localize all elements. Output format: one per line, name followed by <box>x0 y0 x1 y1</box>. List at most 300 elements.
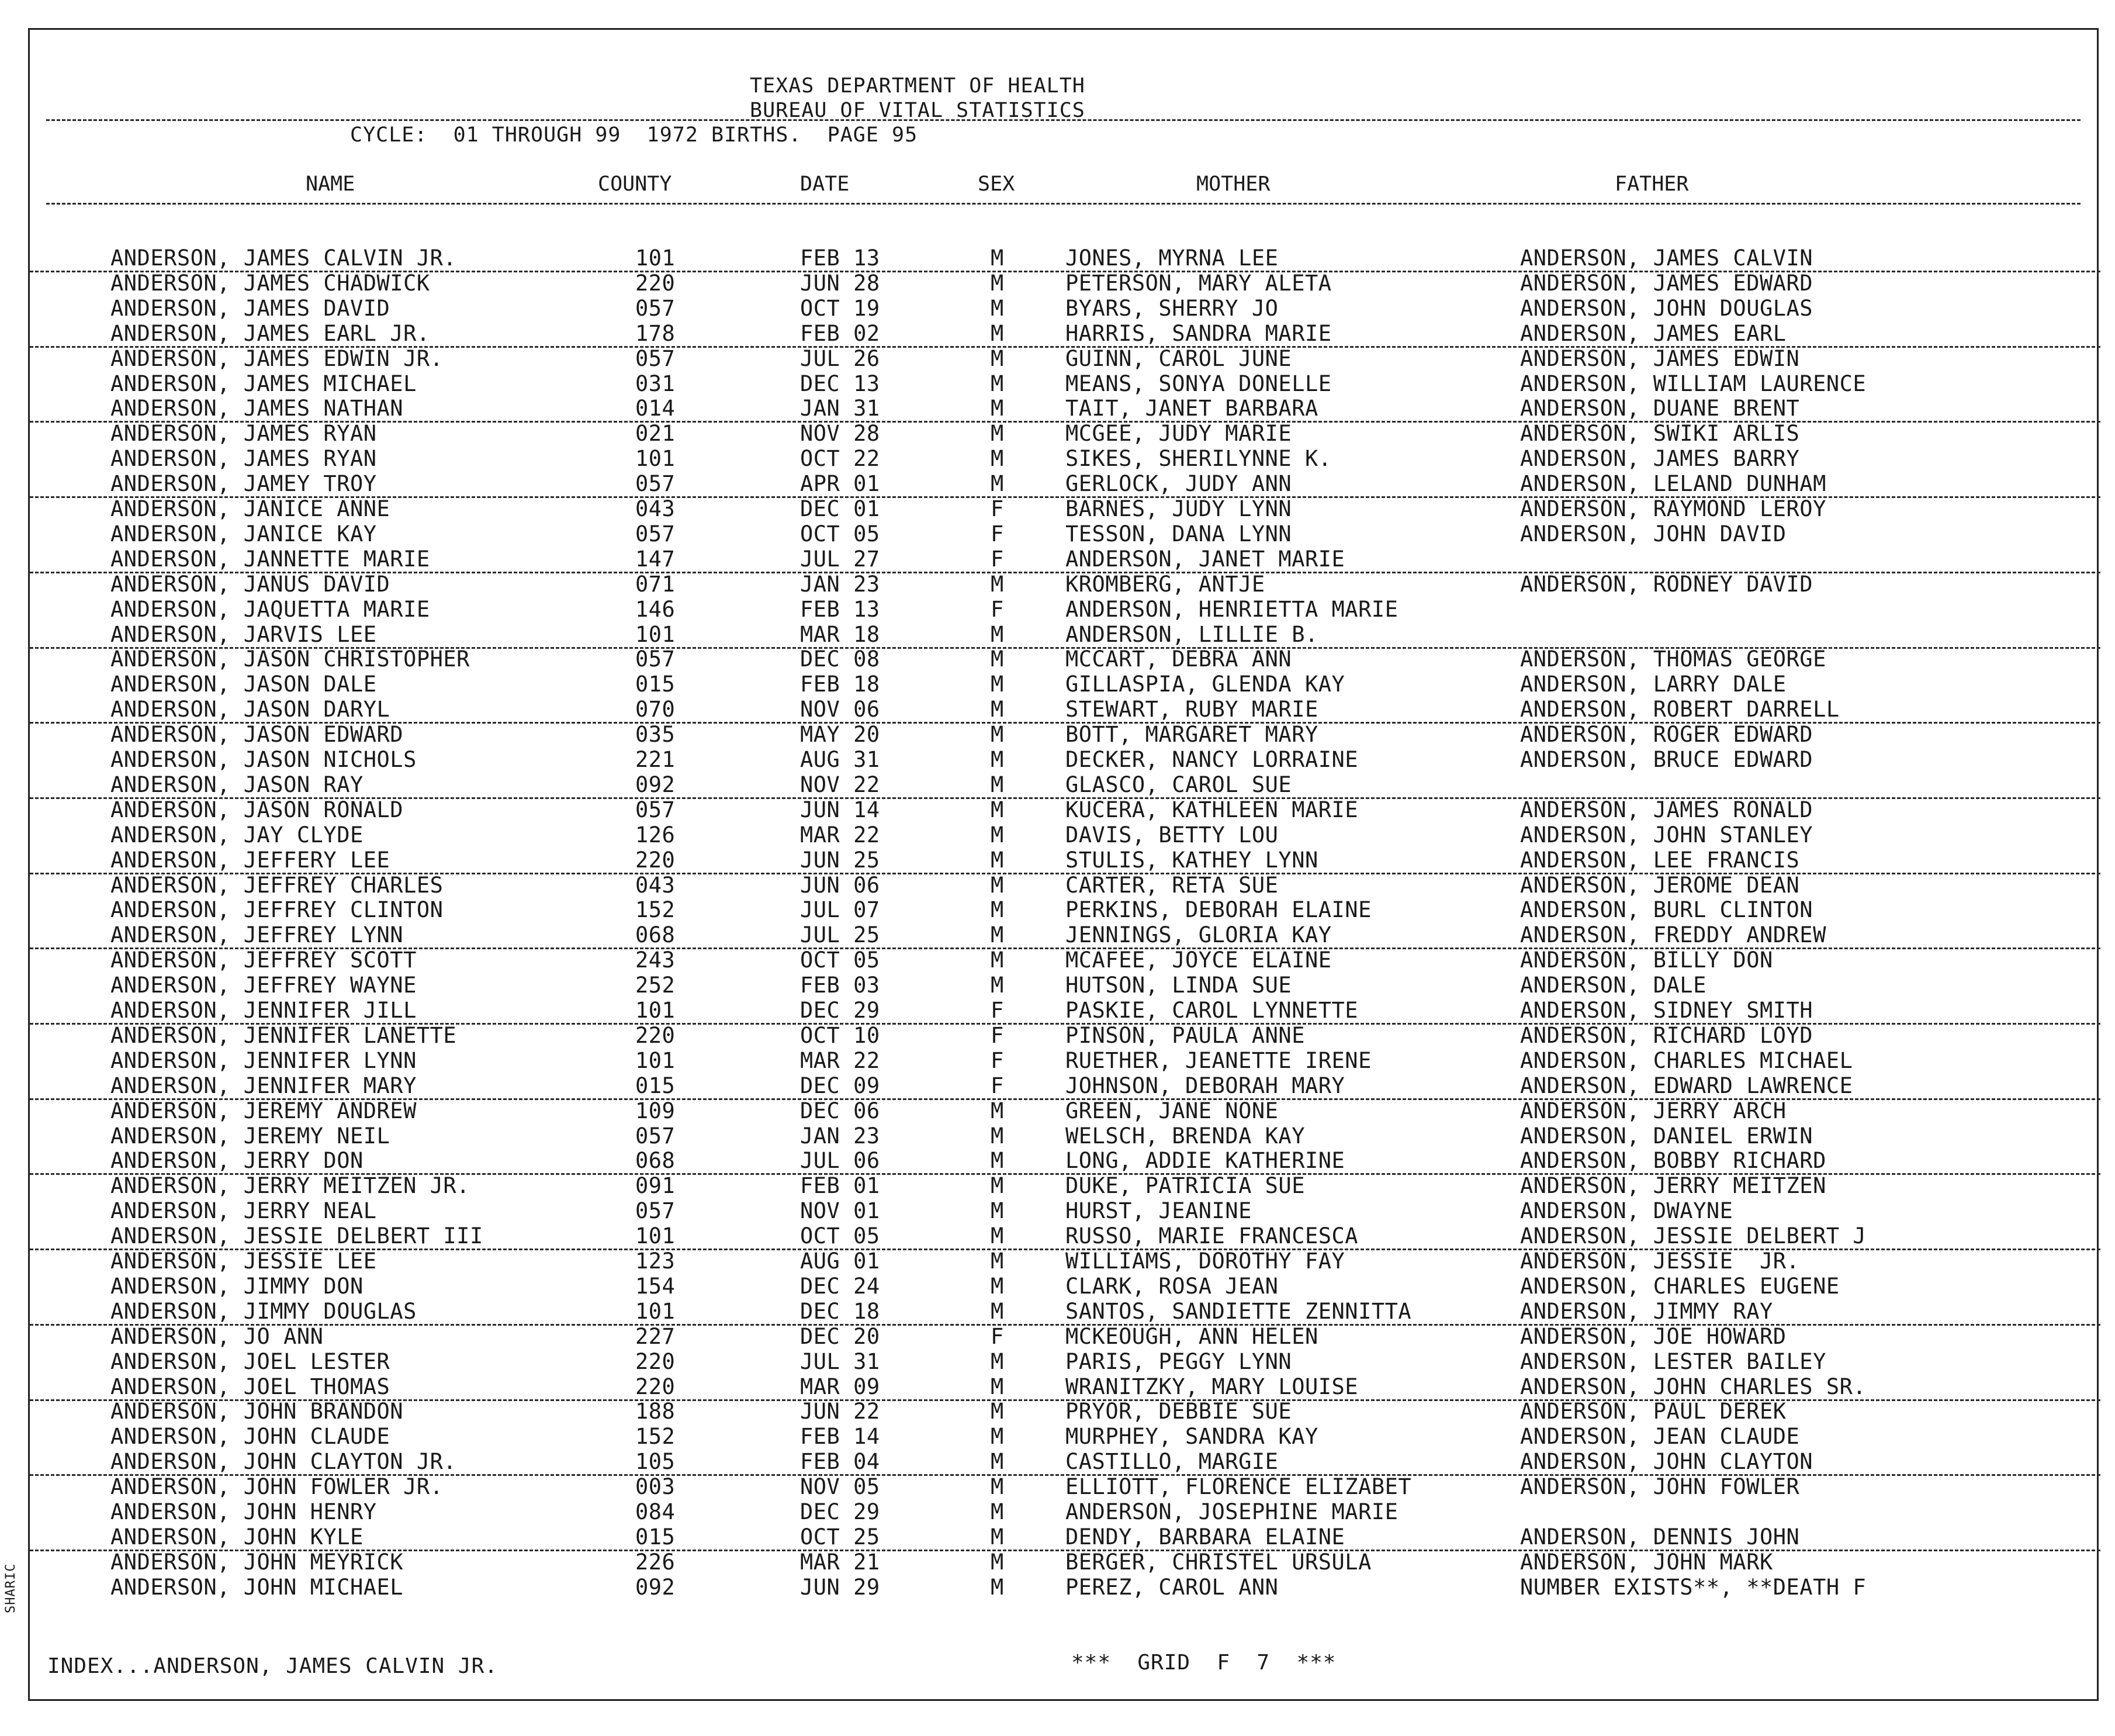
cell-name: ANDERSON, JESSIE DELBERT III <box>110 1223 483 1249</box>
cell-mother: PETERSON, MARY ALETA <box>1065 271 1332 296</box>
cell-father: ANDERSON, LESTER BAILEY <box>1520 1349 1826 1374</box>
cell-name: ANDERSON, JASON CHRISTOPHER <box>110 646 470 672</box>
cell-mother: BARNES, JUDY LYNN <box>1065 496 1292 521</box>
cell-county: 227 <box>635 1324 676 1349</box>
cell-county: 070 <box>635 697 676 722</box>
cell-father: ANDERSON, JESSIE DELBERT J <box>1520 1223 1867 1249</box>
table-row <box>30 623 2100 649</box>
cell-name: ANDERSON, JOHN KYLE <box>110 1524 364 1550</box>
table-row <box>30 1299 2100 1326</box>
cell-mother: BERGER, CHRISTEL URSULA <box>1065 1550 1372 1575</box>
cell-name: ANDERSON, JO ANN <box>110 1324 324 1349</box>
table-row <box>30 1500 2100 1524</box>
cell-mother: MURPHEY, SANDRA KAY <box>1065 1424 1318 1449</box>
table-row <box>30 1525 2100 1551</box>
cell-date: MAR 21 <box>800 1550 880 1575</box>
cell-name: ANDERSON, JANICE KAY <box>110 521 377 547</box>
cell-county: 123 <box>635 1249 676 1274</box>
cell-father: ANDERSON, LEE FRANCIS <box>1520 848 1800 873</box>
cell-date: FEB 02 <box>800 321 880 346</box>
table-row <box>30 948 2100 973</box>
cell-mother: BYARS, SHERRY JO <box>1065 296 1279 321</box>
cell-county: 014 <box>635 396 676 421</box>
cell-mother: MCGEE, JUDY MARIE <box>1065 421 1292 446</box>
cell-county: 220 <box>635 1374 676 1399</box>
column-header-name: NAME <box>306 172 355 196</box>
cell-county: 084 <box>635 1499 676 1524</box>
cell-mother: WRANITZKY, MARY LOUISE <box>1065 1374 1359 1399</box>
cell-mother: LONG, ADDIE KATHERINE <box>1065 1148 1345 1173</box>
cell-date: JAN 31 <box>800 396 880 421</box>
cell-county: 101 <box>635 1299 676 1324</box>
cell-date: JUN 28 <box>800 271 880 296</box>
cell-mother: JOHNSON, DEBORAH MARY <box>1065 1073 1345 1098</box>
table-row <box>30 1224 2100 1250</box>
table-row <box>30 347 2100 371</box>
cell-date: FEB 18 <box>800 672 880 697</box>
footer-index: INDEX...ANDERSON, JAMES CALVIN JR. <box>47 1654 498 1678</box>
cell-mother: PINSON, PAULA ANNE <box>1065 1023 1305 1048</box>
cell-county: 057 <box>635 471 676 496</box>
column-header-father: FATHER <box>1615 172 1689 196</box>
column-header-rule <box>46 203 2081 205</box>
cell-name: ANDERSON, JEFFREY SCOTT <box>110 947 417 973</box>
cell-date: FEB 14 <box>800 1424 880 1449</box>
cell-sex: M <box>991 321 1004 346</box>
cell-date: NOV 28 <box>800 421 880 446</box>
cell-date: DEC 29 <box>800 998 880 1023</box>
cell-mother: ANDERSON, JANET MARIE <box>1065 547 1345 572</box>
table-row <box>30 1375 2100 1401</box>
cell-name: ANDERSON, JOEL THOMAS <box>110 1374 390 1399</box>
cell-sex: M <box>991 922 1004 947</box>
cell-date: OCT 05 <box>800 521 880 547</box>
table-row <box>30 973 2100 998</box>
cell-father: ANDERSON, RAYMOND LEROY <box>1520 496 1826 521</box>
cell-name: ANDERSON, JOHN MEYRICK <box>110 1550 404 1575</box>
table-row <box>30 1550 2100 1575</box>
cell-date: JUN 22 <box>800 1399 880 1424</box>
cell-date: MAR 09 <box>800 1374 880 1399</box>
cell-mother: ELLIOTT, FLORENCE ELIZABET <box>1065 1474 1412 1499</box>
cell-sex: M <box>991 848 1004 873</box>
header-rule-top <box>46 119 2081 121</box>
cell-sex: M <box>991 747 1004 772</box>
cell-date: NOV 01 <box>800 1198 880 1223</box>
cell-sex: M <box>991 1173 1004 1198</box>
cell-county: 226 <box>635 1550 676 1575</box>
cell-mother: KUCERA, KATHLEEN MARIE <box>1065 797 1359 822</box>
table-row <box>30 472 2100 498</box>
cell-mother: RUETHER, JEANETTE IRENE <box>1065 1048 1372 1073</box>
cell-county: 003 <box>635 1474 676 1499</box>
cell-sex: M <box>991 672 1004 697</box>
cell-name: ANDERSON, JENNIFER JILL <box>110 998 417 1023</box>
cell-county: 057 <box>635 521 676 547</box>
cell-date: MAR 22 <box>800 822 880 848</box>
table-row <box>30 1475 2100 1499</box>
cell-mother: PEREZ, CAROL ANN <box>1065 1575 1279 1600</box>
cell-date: JUL 06 <box>800 1148 880 1173</box>
cell-name: ANDERSON, JIMMY DOUGLAS <box>110 1299 417 1324</box>
cell-sex: F <box>991 1023 1004 1048</box>
cell-sex: M <box>991 1474 1004 1499</box>
cell-county: 220 <box>635 271 676 296</box>
cell-father: ANDERSON, BILLY DON <box>1520 947 1773 973</box>
cell-name: ANDERSON, JESSIE LEE <box>110 1249 377 1274</box>
cell-sex: M <box>991 446 1004 471</box>
cell-county: 057 <box>635 346 676 371</box>
cell-county: 220 <box>635 1349 676 1374</box>
cell-mother: BOTT, MARGARET MARY <box>1065 722 1318 747</box>
cell-father: ANDERSON, SIDNEY SMITH <box>1520 998 1813 1023</box>
cell-mother: PASKIE, CAROL LYNNETTE <box>1065 998 1359 1023</box>
cell-name: ANDERSON, JOEL LESTER <box>110 1349 390 1374</box>
cell-sex: M <box>991 772 1004 797</box>
table-row <box>30 1174 2100 1198</box>
cell-date: FEB 01 <box>800 1173 880 1198</box>
cell-date: OCT 10 <box>800 1023 880 1048</box>
cell-sex: M <box>991 396 1004 421</box>
cell-father: ANDERSON, DUANE BRENT <box>1520 396 1800 421</box>
cell-sex: F <box>991 597 1004 622</box>
cell-father: ANDERSON, JOHN FOWLER <box>1520 1474 1800 1499</box>
cell-sex: F <box>991 521 1004 547</box>
cell-name: ANDERSON, JOHN CLAUDE <box>110 1424 390 1449</box>
table-row <box>30 321 2100 348</box>
cell-sex: F <box>991 547 1004 572</box>
cell-county: 015 <box>635 1524 676 1550</box>
cell-county: 092 <box>635 772 676 797</box>
cell-county: 243 <box>635 947 676 973</box>
cell-name: ANDERSON, JAMES DAVID <box>110 296 390 321</box>
cell-name: ANDERSON, JASON DARYL <box>110 697 390 722</box>
cell-name: ANDERSON, JANNETTE MARIE <box>110 547 430 572</box>
cell-name: ANDERSON, JERRY NEAL <box>110 1198 377 1223</box>
table-row <box>30 1399 2100 1424</box>
cell-county: 126 <box>635 822 676 848</box>
table-row <box>30 271 2100 296</box>
cell-county: 109 <box>635 1098 676 1123</box>
cell-father: ANDERSON, JOHN MARK <box>1520 1550 1773 1575</box>
table-row <box>30 246 2100 272</box>
cell-county: 220 <box>635 1023 676 1048</box>
cell-mother: JENNINGS, GLORIA KAY <box>1065 922 1332 947</box>
header-line-2: BUREAU OF VITAL STATISTICS <box>750 99 1085 122</box>
cell-father: ANDERSON, THOMAS GEORGE <box>1520 646 1826 672</box>
cell-sex: M <box>991 572 1004 597</box>
cell-father: ANDERSON, FREDDY ANDREW <box>1520 922 1826 947</box>
cell-mother: MEANS, SONYA DONELLE <box>1065 371 1332 396</box>
table-row <box>30 1149 2100 1175</box>
cell-county: 146 <box>635 597 676 622</box>
cell-sex: M <box>991 1223 1004 1249</box>
side-stamp: SHARIC <box>4 1563 18 1613</box>
cell-county: 015 <box>635 1073 676 1098</box>
cell-father: ANDERSON, DALE <box>1520 973 1706 998</box>
cell-name: ANDERSON, JAMES NATHAN <box>110 396 404 421</box>
column-header-county: COUNTY <box>598 172 672 196</box>
cell-sex: M <box>991 722 1004 747</box>
cell-county: 031 <box>635 371 676 396</box>
cell-name: ANDERSON, JAMES CHADWICK <box>110 271 430 296</box>
cell-mother: JONES, MYRNA LEE <box>1065 245 1279 271</box>
cell-mother: PERKINS, DEBORAH ELAINE <box>1065 897 1372 922</box>
cell-father: ANDERSON, EDWARD LAWRENCE <box>1520 1073 1853 1098</box>
cell-date: OCT 22 <box>800 446 880 471</box>
table-row <box>30 923 2100 949</box>
cell-name: ANDERSON, JASON DALE <box>110 672 377 697</box>
cell-date: AUG 31 <box>800 747 880 772</box>
cell-mother: MCKEOUGH, ANN HELEN <box>1065 1324 1318 1349</box>
cell-name: ANDERSON, JEFFREY WAYNE <box>110 973 417 998</box>
cell-name: ANDERSON, JAY CLYDE <box>110 822 364 848</box>
table-row <box>30 1325 2100 1349</box>
cell-name: ANDERSON, JANICE ANNE <box>110 496 390 521</box>
cell-mother: GILLASPIA, GLENDA KAY <box>1065 672 1345 697</box>
cell-date: APR 01 <box>800 471 880 496</box>
cell-father: ANDERSON, CHARLES MICHAEL <box>1520 1048 1853 1073</box>
cell-sex: M <box>991 822 1004 848</box>
cell-date: MAR 18 <box>800 622 880 647</box>
cell-mother: MCAFEE, JOYCE ELAINE <box>1065 947 1332 973</box>
cell-county: 071 <box>635 572 676 597</box>
cell-sex: M <box>991 421 1004 446</box>
cell-father: ANDERSON, JOHN DOUGLAS <box>1520 296 1813 321</box>
cell-date: DEC 20 <box>800 1324 880 1349</box>
cell-name: ANDERSON, JENNIFER MARY <box>110 1073 417 1098</box>
table-row <box>30 597 2100 622</box>
cell-mother: SANTOS, SANDIETTE ZENNITTA <box>1065 1299 1412 1324</box>
cell-father: ANDERSON, JAMES CALVIN <box>1520 245 1813 271</box>
cell-sex: M <box>991 346 1004 371</box>
table-row <box>30 1199 2100 1223</box>
cell-name: ANDERSON, JENNIFER LANETTE <box>110 1023 457 1048</box>
cell-father: ANDERSON, JERRY ARCH <box>1520 1098 1787 1123</box>
cell-sex: F <box>991 1048 1004 1073</box>
table-row <box>30 647 2100 672</box>
printout-page <box>28 28 2099 1701</box>
cell-county: 057 <box>635 1123 676 1149</box>
cell-name: ANDERSON, JASON EDWARD <box>110 722 404 747</box>
cell-date: DEC 08 <box>800 646 880 672</box>
cell-name: ANDERSON, JEFFREY LYNN <box>110 922 404 947</box>
cell-father: ANDERSON, JOE HOWARD <box>1520 1324 1787 1349</box>
cell-date: JAN 23 <box>800 572 880 597</box>
cell-father: ANDERSON, JEROME DEAN <box>1520 873 1800 898</box>
header-line-1: TEXAS DEPARTMENT OF HEALTH <box>750 74 1085 98</box>
cycle-line: CYCLE: 01 THROUGH 99 1972 BIRTHS. PAGE 95 <box>350 123 918 147</box>
table-row <box>30 1575 2100 1600</box>
table-row <box>30 823 2100 848</box>
cell-county: 091 <box>635 1173 676 1198</box>
cell-father: ANDERSON, LARRY DALE <box>1520 672 1787 697</box>
cell-sex: F <box>991 1324 1004 1349</box>
cell-sex: M <box>991 1098 1004 1123</box>
cell-name: ANDERSON, JEFFERY LEE <box>110 848 390 873</box>
cell-sex: M <box>991 245 1004 271</box>
cell-date: FEB 03 <box>800 973 880 998</box>
cell-date: MAY 20 <box>800 722 880 747</box>
cell-name: ANDERSON, JASON NICHOLS <box>110 747 417 772</box>
cell-father: ANDERSON, ROGER EDWARD <box>1520 722 1813 747</box>
cell-father: NUMBER EXISTS**, **DEATH F <box>1520 1575 1867 1600</box>
cell-county: 188 <box>635 1399 676 1424</box>
cell-mother: DENDY, BARBARA ELAINE <box>1065 1524 1345 1550</box>
cell-date: MAR 22 <box>800 1048 880 1073</box>
cell-name: ANDERSON, JAMES MICHAEL <box>110 371 417 396</box>
cell-father: ANDERSON, JAMES EARL <box>1520 321 1787 346</box>
cell-county: 101 <box>635 998 676 1023</box>
cell-father: ANDERSON, BOBBY RICHARD <box>1520 1148 1826 1173</box>
cell-father: ANDERSON, CHARLES EUGENE <box>1520 1274 1840 1299</box>
table-row <box>30 798 2100 822</box>
cell-mother: MCCART, DEBRA ANN <box>1065 646 1292 672</box>
cell-county: 015 <box>635 672 676 697</box>
cell-father: ANDERSON, WILLIAM LAURENCE <box>1520 371 1867 396</box>
cell-father: ANDERSON, ROBERT DARRELL <box>1520 697 1840 722</box>
cell-father: ANDERSON, BRUCE EDWARD <box>1520 747 1813 772</box>
table-row <box>30 873 2100 898</box>
cell-county: 092 <box>635 1575 676 1600</box>
cell-father: ANDERSON, DWAYNE <box>1520 1198 1733 1223</box>
cell-mother: TESSON, DANA LYNN <box>1065 521 1292 547</box>
cell-father: ANDERSON, DENNIS JOHN <box>1520 1524 1800 1550</box>
cell-father: ANDERSON, JEAN CLAUDE <box>1520 1424 1800 1449</box>
cell-mother: HUTSON, LINDA SUE <box>1065 973 1292 998</box>
cell-mother: PARIS, PEGGY LYNN <box>1065 1349 1292 1374</box>
cell-sex: M <box>991 1349 1004 1374</box>
cell-father: ANDERSON, JAMES RONALD <box>1520 797 1813 822</box>
table-row <box>30 672 2100 697</box>
table-row <box>30 572 2100 597</box>
cell-name: ANDERSON, JANUS DAVID <box>110 572 390 597</box>
cell-sex: M <box>991 947 1004 973</box>
cell-mother: SIKES, SHERILYNNE K. <box>1065 446 1332 471</box>
cell-father: ANDERSON, JAMES BARRY <box>1520 446 1800 471</box>
cell-father: ANDERSON, LELAND DUNHAM <box>1520 471 1826 496</box>
cell-date: JUN 29 <box>800 1575 880 1600</box>
cell-father: ANDERSON, RICHARD LOYD <box>1520 1023 1813 1048</box>
table-row <box>30 1074 2100 1100</box>
cell-date: DEC 18 <box>800 1299 880 1324</box>
cell-father: ANDERSON, JOHN CLAYTON <box>1520 1449 1813 1474</box>
cell-sex: M <box>991 1249 1004 1274</box>
cell-date: OCT 19 <box>800 296 880 321</box>
cell-date: DEC 09 <box>800 1073 880 1098</box>
cell-sex: M <box>991 1499 1004 1524</box>
cell-date: FEB 13 <box>800 245 880 271</box>
cell-sex: M <box>991 1299 1004 1324</box>
cell-mother: CARTER, RETA SUE <box>1065 873 1279 898</box>
cell-county: 057 <box>635 1198 676 1223</box>
cell-date: JUN 25 <box>800 848 880 873</box>
cell-sex: M <box>991 973 1004 998</box>
cell-mother: TAIT, JANET BARBARA <box>1065 396 1318 421</box>
table-row <box>30 547 2100 573</box>
cell-father: ANDERSON, JAMES EDWARD <box>1520 271 1813 296</box>
table-row <box>30 1450 2100 1476</box>
cell-date: AUG 01 <box>800 1249 880 1274</box>
cell-date: JUL 25 <box>800 922 880 947</box>
cell-mother: HARRIS, SANDRA MARIE <box>1065 321 1332 346</box>
cell-date: JAN 23 <box>800 1123 880 1149</box>
cell-county: 101 <box>635 446 676 471</box>
cell-sex: M <box>991 1374 1004 1399</box>
cell-mother: CASTILLO, MARGIE <box>1065 1449 1279 1474</box>
cell-mother: DECKER, NANCY LORRAINE <box>1065 747 1359 772</box>
cell-county: 101 <box>635 1048 676 1073</box>
table-row <box>30 447 2100 471</box>
table-row <box>30 998 2100 1025</box>
cell-county: 101 <box>635 1223 676 1249</box>
cell-sex: M <box>991 1449 1004 1474</box>
cell-name: ANDERSON, JAMEY TROY <box>110 471 377 496</box>
cell-sex: M <box>991 1274 1004 1299</box>
table-row <box>30 773 2100 799</box>
cell-name: ANDERSON, JOHN CLAYTON JR. <box>110 1449 457 1474</box>
cell-date: JUL 26 <box>800 346 880 371</box>
cell-mother: ANDERSON, LILLIE B. <box>1065 622 1318 647</box>
cell-mother: DAVIS, BETTY LOU <box>1065 822 1279 848</box>
cell-sex: M <box>991 1399 1004 1424</box>
cell-name: ANDERSON, JASON RONALD <box>110 797 404 822</box>
cell-name: ANDERSON, JEFFREY CLINTON <box>110 897 444 922</box>
table-row <box>30 296 2100 321</box>
cell-name: ANDERSON, JOHN HENRY <box>110 1499 377 1524</box>
cell-father: ANDERSON, BURL CLINTON <box>1520 897 1813 922</box>
cell-county: 220 <box>635 848 676 873</box>
table-row <box>30 1049 2100 1073</box>
cell-sex: M <box>991 271 1004 296</box>
cell-date: DEC 01 <box>800 496 880 521</box>
cell-county: 057 <box>635 646 676 672</box>
cell-mother: ANDERSON, HENRIETTA MARIE <box>1065 597 1399 622</box>
cell-sex: M <box>991 873 1004 898</box>
cell-father: ANDERSON, JOHN DAVID <box>1520 521 1787 547</box>
cell-sex: M <box>991 1524 1004 1550</box>
cell-county: 068 <box>635 1148 676 1173</box>
cell-name: ANDERSON, JENNIFER LYNN <box>110 1048 417 1073</box>
cell-name: ANDERSON, JAMES EDWIN JR. <box>110 346 444 371</box>
cell-name: ANDERSON, JAMES CALVIN JR. <box>110 245 457 271</box>
cell-name: ANDERSON, JEREMY NEIL <box>110 1123 390 1149</box>
cell-sex: F <box>991 998 1004 1023</box>
cell-name: ANDERSON, JOHN MICHAEL <box>110 1575 404 1600</box>
table-row <box>30 522 2100 547</box>
cell-county: 057 <box>635 296 676 321</box>
footer-grid: *** GRID F 7 *** <box>1071 1651 1337 1675</box>
cell-date: FEB 04 <box>800 1449 880 1474</box>
cell-father: ANDERSON, JAMES EDWIN <box>1520 346 1800 371</box>
cell-sex: M <box>991 897 1004 922</box>
cell-county: 152 <box>635 897 676 922</box>
cell-date: DEC 06 <box>800 1098 880 1123</box>
cell-mother: STEWART, RUBY MARIE <box>1065 697 1318 722</box>
cell-sex: M <box>991 1424 1004 1449</box>
cell-date: JUL 27 <box>800 547 880 572</box>
column-header-date: DATE <box>800 172 850 196</box>
cell-mother: STULIS, KATHEY LYNN <box>1065 848 1318 873</box>
cell-father: ANDERSON, JESSIE JR. <box>1520 1249 1800 1274</box>
cell-name: ANDERSON, JAMES EARL JR. <box>110 321 430 346</box>
cell-date: FEB 13 <box>800 597 880 622</box>
cell-county: 021 <box>635 421 676 446</box>
cell-date: NOV 05 <box>800 1474 880 1499</box>
cell-name: ANDERSON, JAMES RYAN <box>110 446 377 471</box>
cell-name: ANDERSON, JOHN FOWLER JR. <box>110 1474 444 1499</box>
table-row <box>30 497 2100 521</box>
